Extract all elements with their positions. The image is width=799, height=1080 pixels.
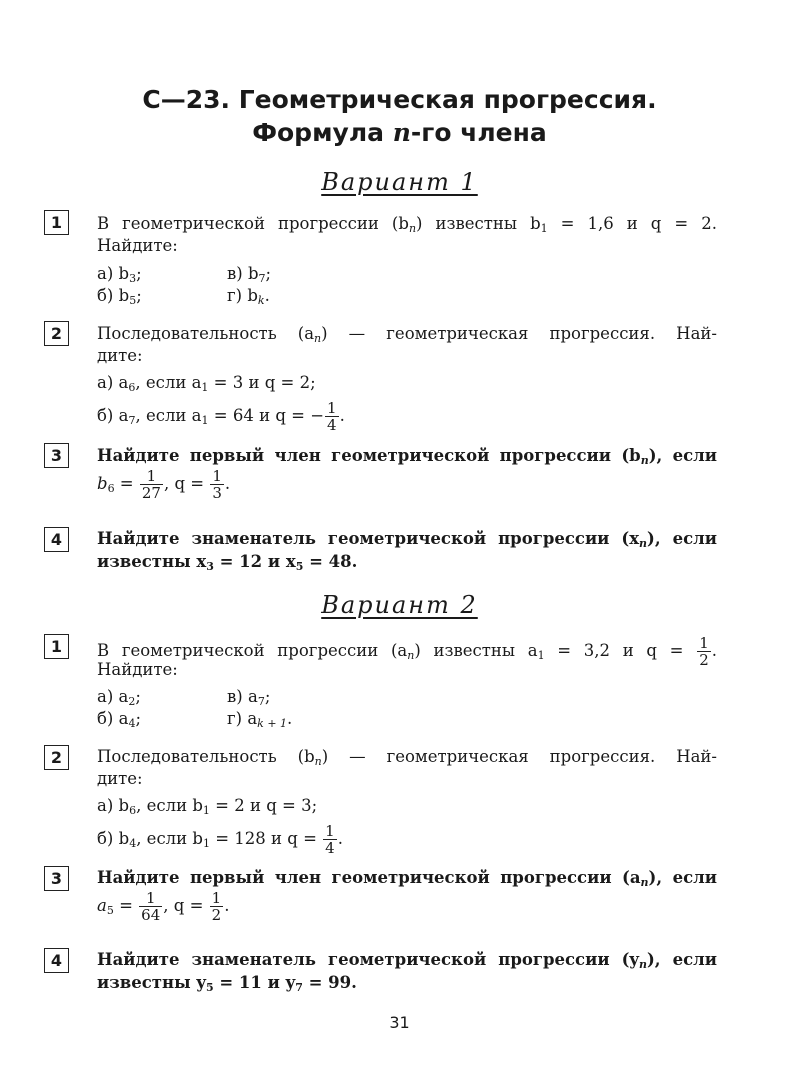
frac-den: 27 (141, 484, 161, 502)
v1-task4-line2 (97, 551, 717, 573)
v2-task3-line2 (97, 890, 717, 923)
fraction (210, 468, 224, 501)
opt-a: а) b (97, 264, 130, 283)
v1-task2-opt-a (97, 372, 717, 394)
v1t3-subn: n (640, 454, 649, 467)
page-subtitle (0, 117, 799, 149)
l2-mid: , q = (163, 896, 209, 915)
a-end: = 3 и q = 2; (208, 373, 316, 392)
opt-g: г) a (227, 709, 258, 728)
l2-sub5: 5 (295, 560, 304, 573)
v2-task2-line1 (97, 746, 717, 768)
l2-eq: = (113, 896, 139, 915)
task-number: 4 (44, 948, 69, 973)
opt-v-sub: 7 (258, 272, 266, 285)
v1t3-l1b: ), если (648, 446, 717, 465)
l2-pre: известны y (97, 973, 206, 992)
v2t2-l1: Последовательность (b (97, 747, 315, 766)
frac-num: 1 (327, 399, 337, 417)
frac-num: 1 (212, 467, 222, 485)
b-sub1: 1 (201, 414, 209, 427)
v1-task2-line1 (97, 323, 717, 345)
v2t3-l1b: ), если (648, 868, 717, 887)
b-sub: 4 (129, 837, 137, 850)
frac-num: 1 (145, 889, 156, 907)
v1-task2-line2: дите: (97, 346, 143, 365)
task-number: 2 (44, 321, 69, 346)
title-line-1: С—23. Геометрическая прогрессия. (142, 85, 657, 114)
l2-end: = 99. (302, 973, 357, 992)
v2-task4-line2 (97, 972, 717, 994)
variant-2-heading-text: Вариант 2 (321, 591, 478, 619)
v1t4-subn: n (639, 537, 648, 550)
v1t1-subn: n (408, 222, 417, 235)
page-number: 31 (389, 1013, 410, 1032)
v2t4-subn: n (639, 958, 647, 971)
opt-v-end: ; (265, 264, 272, 283)
opt-a: а) a (97, 687, 129, 706)
frac-den: 2 (699, 651, 709, 669)
v2t2-l1b: ) — геометрическая прогрессия. Най- (321, 747, 718, 766)
b-mid: , если b (136, 829, 203, 848)
opt-g-end: . (287, 709, 293, 728)
v1t2-l1: Последовательность (a (97, 324, 315, 343)
l2-sub3: 3 (206, 560, 214, 573)
opt-a-end: ; (136, 264, 142, 283)
a-sub1: 1 (202, 804, 210, 817)
v2-task4-line1 (97, 949, 717, 971)
opt-b-end: ; (136, 286, 142, 305)
v1-task3-line2 (97, 468, 717, 501)
v1-task1-opt-g (227, 285, 270, 307)
a-mid: , если a (135, 373, 202, 392)
v2-task1-opt-g (227, 708, 292, 730)
frac-den: 4 (327, 416, 337, 434)
v1t1-sub1: 1 (540, 222, 548, 235)
fraction (140, 468, 163, 501)
opt-a-sub: 2 (128, 695, 136, 708)
opt-v: в) a (227, 687, 258, 706)
v1-task1-line1 (97, 213, 717, 235)
b-mid: , если a (135, 406, 202, 425)
frac-den: 64 (141, 906, 161, 924)
a-end: = 2 и q = 3; (209, 796, 318, 815)
opt-b: б) a (97, 709, 129, 728)
l2-eq: = (114, 474, 139, 493)
task-number: 4 (44, 527, 69, 552)
v2-task2-opt-a (97, 795, 717, 817)
task-number: 2 (44, 745, 69, 770)
v1t1-text: В геометрической прогрессии (b (97, 214, 409, 233)
v1-task4-line1 (97, 528, 717, 550)
a-sub1: 1 (201, 381, 209, 394)
b-sub: 7 (128, 414, 136, 427)
v1t4-l1: Найдите знаменатель геометрической прогрессии (x (97, 529, 640, 548)
a-pre: а) b (97, 796, 130, 815)
opt-b: б) b (97, 286, 130, 305)
v2t1-text3: = 3,2 и q = (544, 641, 697, 660)
b-pre: б) b (97, 829, 130, 848)
opt-g-sub: k (257, 294, 265, 307)
subtitle-post: -го члена (410, 118, 547, 147)
frac-num: 1 (325, 822, 335, 840)
a-pre: а) a (97, 373, 129, 392)
opt-b-sub: 4 (128, 717, 136, 730)
frac-num: 1 (146, 467, 157, 485)
l2-sub: 5 (106, 904, 114, 917)
v1-task1-line2: Найдите: (97, 236, 178, 255)
fraction (210, 890, 224, 923)
v1t2-subn: n (314, 332, 322, 345)
task-number: 3 (44, 443, 69, 468)
v1-task1-opt-b (97, 285, 717, 307)
v1-task2-opt-b (97, 400, 717, 433)
frac-den: 4 (325, 839, 335, 857)
v2-task1-opt-b (97, 708, 717, 730)
l2-sub7: 7 (295, 981, 303, 994)
v1-task3-line1 (97, 445, 717, 467)
b-dot: . (339, 406, 345, 425)
subtitle-pre: Формула (252, 118, 393, 147)
l2-mid: = 12 и x (213, 552, 296, 571)
v2-task1-line2: Найдите: (97, 660, 178, 679)
l2-pre: b (97, 474, 108, 493)
l2-mid: = 11 и y (213, 973, 296, 992)
v2t1-sub1: 1 (537, 649, 545, 662)
opt-a-end: ; (135, 687, 141, 706)
l2-end: . (224, 474, 231, 493)
opt-v-end: ; (264, 687, 271, 706)
v1t4-l1b: ), если (647, 529, 717, 548)
a-sub: 6 (128, 381, 136, 394)
opt-g-sub: k + 1 (257, 717, 288, 730)
l2-pre: известны x (97, 552, 207, 571)
b-dot: . (337, 829, 343, 848)
frac-den: 3 (212, 484, 222, 502)
v2-task3-line1 (97, 867, 717, 889)
frac-num: 1 (211, 889, 222, 907)
page-title (0, 84, 799, 116)
v2t1-subn: n (407, 649, 415, 662)
opt-a-sub: 3 (129, 272, 137, 285)
a-mid: , если b (136, 796, 203, 815)
task-number: 3 (44, 866, 69, 891)
fraction (325, 400, 339, 433)
l2-pre: a (97, 896, 107, 915)
v1-task1-opt-v (227, 263, 271, 285)
b-sub1: 1 (202, 837, 210, 850)
v1-task1-opt-a (97, 263, 717, 285)
opt-v-sub: 7 (257, 695, 265, 708)
v2t1-text2: ) известны a (414, 641, 538, 660)
v2t1-text: В геометрической прогрессии (a (97, 641, 408, 660)
v2-task2-opt-b (97, 823, 717, 856)
v2t4-l1: Найдите знаменатель геометрической прогрессии (y (97, 950, 639, 969)
task-number: 1 (44, 210, 69, 235)
frac-den: 2 (211, 906, 222, 924)
a-sub: 6 (129, 804, 137, 817)
b-end: = 64 и q = − (208, 406, 325, 425)
l2-sub: 6 (107, 482, 115, 495)
opt-g: г) b (227, 286, 258, 305)
l2-end: = 48. (303, 552, 358, 571)
v2t4-l1b: ), если (647, 950, 717, 969)
opt-b-end: ; (135, 709, 142, 728)
f-end: . (711, 641, 717, 660)
v2-task2-line2: дите: (97, 769, 143, 788)
variant-1-heading-text: Вариант 1 (321, 168, 478, 196)
v2-task1-opt-v (227, 686, 270, 708)
l2-sub5: 5 (205, 981, 214, 994)
variant-2-heading (0, 591, 799, 619)
variant-1-heading (0, 168, 799, 196)
opt-b-sub: 5 (129, 294, 137, 307)
subtitle-n: n (392, 118, 411, 147)
frac-num: 1 (699, 634, 709, 652)
v2t2-subn: n (314, 755, 322, 768)
fraction (139, 890, 162, 923)
v1t3-l1: Найдите первый член геометрической прогрессии (b (97, 446, 641, 465)
v2-task1-opt-a (97, 686, 717, 708)
b-end: = 128 и q = (209, 829, 323, 848)
opt-g-end: . (264, 286, 270, 305)
fraction (323, 823, 337, 856)
b-pre: б) a (97, 406, 129, 425)
opt-v: в) b (227, 264, 259, 283)
v1t1-text3: = 1,6 и q = 2. (547, 214, 717, 233)
v2t3-l1: Найдите первый член геометрической прогрессии (a (97, 868, 641, 887)
l2-mid: , q = (163, 474, 210, 493)
v1t1-text2: ) известны b (416, 214, 541, 233)
l2-end: . (224, 896, 230, 915)
task-number: 1 (44, 634, 69, 659)
v2t3-subn: n (640, 876, 649, 889)
v1t2-l1b: ) — геометрическая прогрессия. Най- (321, 324, 717, 343)
